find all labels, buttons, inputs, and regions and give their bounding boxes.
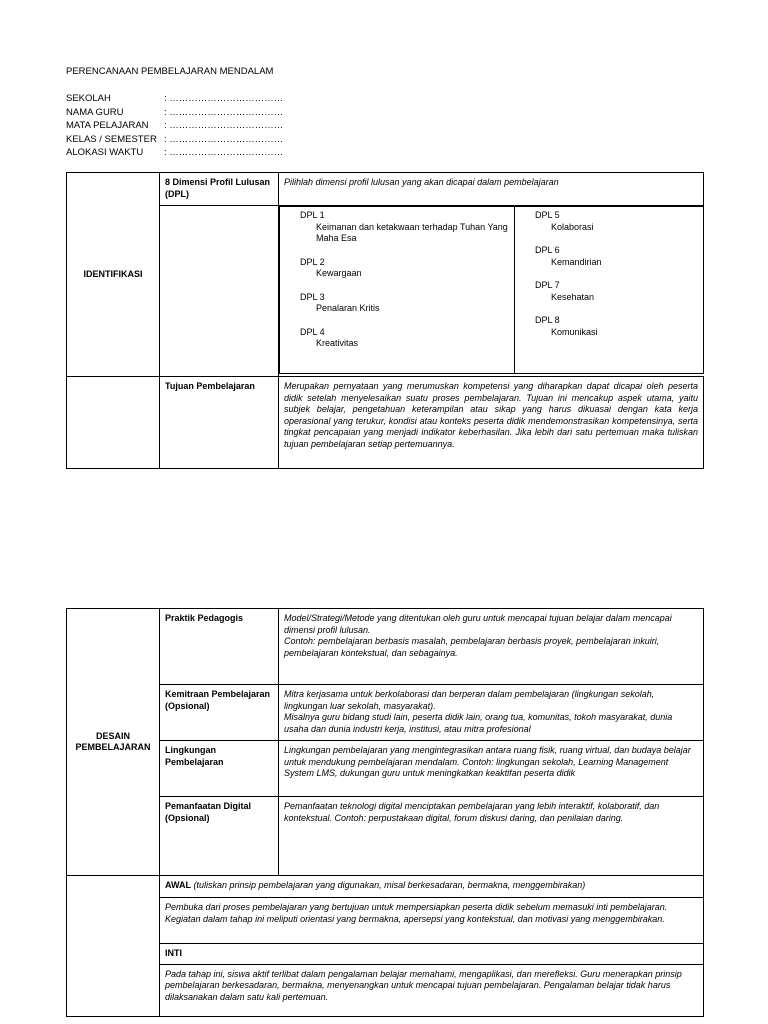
dpl-number: DPL 6 [535,245,560,255]
dpl-option[interactable] [535,210,602,233]
dpl-empty-cell [160,206,279,377]
dpl-description: Kolaborasi [551,221,594,232]
field-nama-guru [66,106,283,120]
dpl-heading: 8 Dimensi Profil Lulusan (DPL) [160,173,279,206]
section-identifikasi: IDENTIFIKASI [67,173,160,377]
field-label: MATA PELAJARAN [66,120,149,131]
dpl-option[interactable] [300,210,514,245]
section-desain: DESAIN PEMBELAJARAN [67,609,160,876]
document-title: PERENCANAAN PEMBELAJARAN MENDALAM [66,66,274,77]
field-label: NAMA GURU [66,106,124,118]
field-label: KELAS / SEMESTER [66,133,157,145]
dpl-number: DPL 7 [535,280,560,290]
dpl-option[interactable] [300,292,514,315]
dpl-description: Penalaran Kritis [316,303,380,313]
praktik-text[interactable]: Model/Strategi/Metode yang ditentukan oleh guru untuk mencapai tujuan belajar dalam mencapai dimensi profil lulusan. Contoh: pembelajaran berbasis masalah, pembelajaran berbasis proyek, pembelajaran inkuiri, pembelajaran kontekstual, dan sebagainya. [279,609,704,685]
dpl-options [279,206,704,374]
awal-heading: AWAL [165,880,191,890]
field-value: : ……………………………… [164,120,284,131]
field-label: SEKOLAH [66,93,111,104]
field-value: : ……………………………… [164,133,284,145]
dpl-description: Kreativitas [316,338,359,348]
tujuan-heading: Tujuan Pembelajaran [160,377,279,469]
inti-heading: INTI [160,944,704,965]
digital-heading: Pemanfaatan Digital (Opsional) [160,797,279,876]
dpl-number: DPL 5 [535,210,560,220]
praktik-heading: Praktik Pedagogis [160,609,279,685]
identity-fields [66,92,283,160]
tujuan-text[interactable]: Merupakan pernyataan yang merumuskan kompetensi yang diharapkan dapat dicapai oleh peserta didik setelah menyelesaikan suatu proses pembelajaran. Tujuan ini mencakup aspek utama, yaitu subjek belajar, pengetahuan keterampilan atau sikap yang harus dikuasai dengan kata kerja operasional yang terukur, kondisi atau konteks peserta didik mendemonstrasikan kompetensinya, serta tingkat pencapaian yang menjadi indikator keberhasilan. Jika lebih dari satu pertemuan maka tuliskan tujuan pembelajaran setiap pertemuannya. [279,377,704,469]
dpl-description: Komunikasi [551,326,598,337]
field-value: : ……………………………… [164,93,284,104]
pengalaman-side-cell [67,876,160,1017]
awal-heading-cell [160,876,704,898]
field-alokasi-waktu [66,146,283,160]
kemitraan-text[interactable]: Mitra kerjasama untuk berkolaborasi dan berperan dalam pembelajaran (lingkungan sekolah, lingkungan luar sekolah, masyarakat). Misalnya guru bidang studi lain, peserta didik lain, orang tua, komunitas, tokoh masyarakat, dunia usaha dan dunia industri kerja, institusi, atau mitra profesional [279,685,704,741]
dpl-instruction: Pilihlah dimensi profil lulusan yang akan dicapai dalam pembelajaran [279,173,704,206]
dpl-description: Kesehatan [551,291,595,302]
dpl-option[interactable] [535,280,602,303]
field-label: ALOKASI WAKTU [66,147,144,158]
dpl-option[interactable] [535,245,602,268]
dpl-option[interactable] [300,327,514,350]
field-value: : ……………………………… [164,106,284,118]
identifikasi-table [66,172,704,469]
dpl-number: DPL 8 [535,315,560,325]
desain-table [66,608,704,1017]
dpl-number: DPL 3 [300,291,325,302]
identifikasi-spacer [67,377,160,469]
digital-text[interactable]: Pemanfaatan teknologi digital menciptakan pembelajaran yang lebih interaktif, kolaboratif, dan kontekstual. Contoh: perpustakaan digital, forum diskusi daring, dan penilaian daring. [279,797,704,876]
field-value: : ……………………………… [164,147,284,158]
dpl-number: DPL 1 [300,210,325,220]
inti-text[interactable]: Pada tahap ini, siswa aktif terlibat dalam pengalaman belajar memahami, mengaplikasi, dan merefleksi. Guru menerapkan prinsip pembelajaran berkesadaran, bermakna, menyenangkan untuk mencapai tujuan pembelajaran. Pengalaman belajar tidak harus dilaksanakan dalam satu kali pertemuan. [160,964,704,1016]
dpl-description: Kemandirian [551,256,602,267]
lingkungan-heading: Lingkungan Pembelajaran [160,741,279,797]
awal-note: (tuliskan prinsip pembelajaran yang digunakan, misal berkesadaran, bermakna, menggembirakan) [193,880,586,890]
dpl-number: DPL 2 [300,256,325,267]
field-sekolah [66,92,283,106]
dpl-number: DPL 4 [300,326,325,337]
awal-text[interactable]: Pembuka dari proses pembelajaran yang bertujuan untuk mempersiapkan peserta didik sebelum memasuki inti pembelajaran. Kegiatan dalam tahap ini meliputi orientasi yang bermakna, apersepsi yang kontekstual, dan motivasi yang menggembirakan. [160,898,704,944]
dpl-column-right [515,207,602,373]
kemitraan-heading: Kemitraan Pembelajaran (Opsional) [160,685,279,741]
dpl-column-left [280,207,515,373]
lingkungan-text[interactable]: Lingkungan pembelajaran yang mengintegrasikan antara ruang fisik, ruang virtual, dan budaya belajar untuk mendukung pembelajaran mendalam. Contoh: lingkungan sekolah, Learning Management System LMS, dukungan guru untuk meningkatkan keaktifan peserta didik [279,741,704,797]
dpl-option[interactable] [535,315,602,338]
dpl-description: Kewargaan [316,268,362,278]
dpl-description: Keimanan dan ketakwaan terhadap Tuhan Yang Maha Esa [316,221,508,243]
field-kelas-semester [66,133,283,147]
field-mata-pelajaran [66,119,283,133]
dpl-option[interactable] [300,257,514,280]
